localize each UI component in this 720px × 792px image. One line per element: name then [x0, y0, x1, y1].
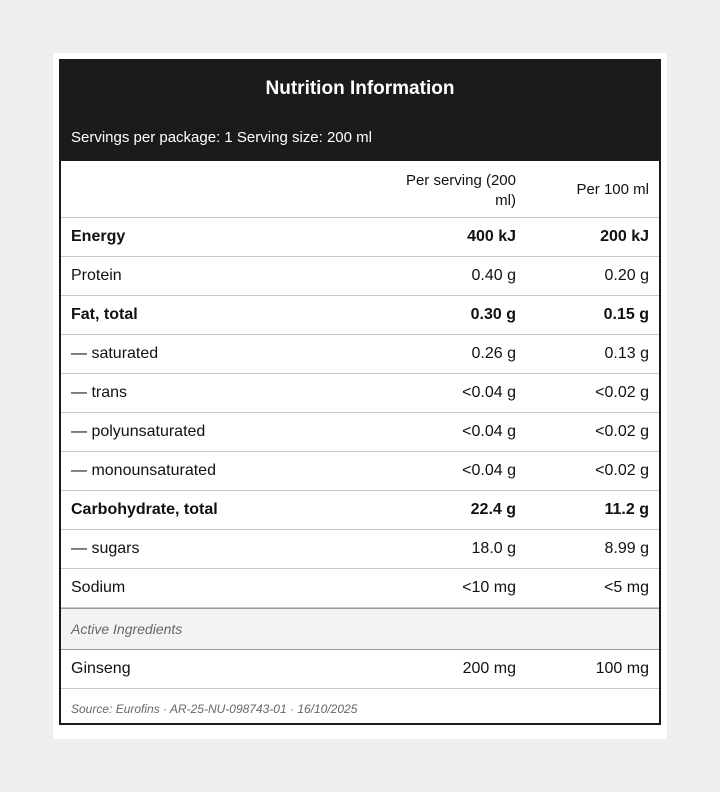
source-note: Source: Eurofins · AR-25-NU-098743-01 · 16/10/2025	[71, 702, 358, 716]
active-ingredients-heading-row	[61, 608, 659, 650]
nutrition-panel	[59, 59, 661, 725]
row-label: — sugars	[71, 540, 140, 557]
row-label: — polyunsaturated	[71, 423, 206, 440]
per-serving-value: 22.4 g	[470, 501, 516, 518]
per-serving-value: <0.04 g	[462, 462, 516, 479]
panel-header	[61, 59, 659, 161]
table-row	[61, 374, 659, 413]
row-label: Energy	[71, 228, 126, 245]
table-row	[61, 296, 659, 335]
table-row	[61, 650, 659, 689]
servings-info: Servings per package: 1 Serving size: 200 ml	[71, 129, 372, 146]
per-100ml-value: <0.02 g	[595, 384, 649, 401]
row-label: Ginseng	[71, 660, 131, 677]
per-100ml-value: 0.20 g	[604, 267, 649, 284]
source-row	[61, 689, 659, 727]
per-100ml-value: 200 kJ	[600, 228, 649, 245]
table-row	[61, 257, 659, 296]
per-serving-value: <10 mg	[462, 579, 516, 596]
table-row	[61, 530, 659, 569]
per-100ml-value: <5 mg	[604, 579, 649, 596]
row-label: Carbohydrate, total	[71, 501, 218, 518]
per-serving-value: 0.30 g	[470, 306, 516, 323]
per-serving-value: 0.40 g	[471, 267, 516, 284]
column-header-row	[61, 161, 659, 218]
per-serving-value: <0.04 g	[462, 384, 516, 401]
active-ingredients-table	[61, 650, 659, 689]
table-row	[61, 335, 659, 374]
row-label: Protein	[71, 267, 122, 284]
per-100ml-value: 8.99 g	[604, 540, 649, 557]
per-100ml-value: 11.2 g	[604, 501, 649, 518]
per-serving-value: 200 mg	[462, 660, 516, 677]
column-header-per-serving: Per serving (200 ml)	[405, 172, 516, 209]
table-row	[61, 569, 659, 608]
table-row	[61, 452, 659, 491]
table-row	[61, 218, 659, 257]
per-100ml-value: 0.15 g	[603, 306, 649, 323]
per-serving-value: 0.26 g	[471, 345, 516, 362]
per-100ml-value: <0.02 g	[595, 462, 649, 479]
nutrient-table	[61, 218, 659, 608]
table-row	[61, 491, 659, 530]
table-row	[61, 413, 659, 452]
per-100ml-value: 0.13 g	[604, 345, 649, 362]
row-label: — trans	[71, 384, 128, 401]
row-label: Fat, total	[71, 306, 138, 323]
row-label: — saturated	[71, 345, 159, 362]
panel-title: Nutrition Information	[265, 78, 455, 99]
column-header-per-100ml: Per 100 ml	[576, 181, 649, 198]
per-100ml-value: <0.02 g	[595, 423, 649, 440]
row-label: Sodium	[71, 579, 126, 596]
per-serving-value: <0.04 g	[462, 423, 516, 440]
nutrition-card	[53, 53, 667, 739]
per-serving-value: 400 kJ	[467, 228, 516, 245]
row-label: — monounsaturated	[71, 462, 216, 479]
per-100ml-value: 100 mg	[595, 660, 649, 677]
per-serving-value: 18.0 g	[471, 540, 516, 557]
active-ingredients-heading: Active Ingredients	[71, 621, 183, 637]
